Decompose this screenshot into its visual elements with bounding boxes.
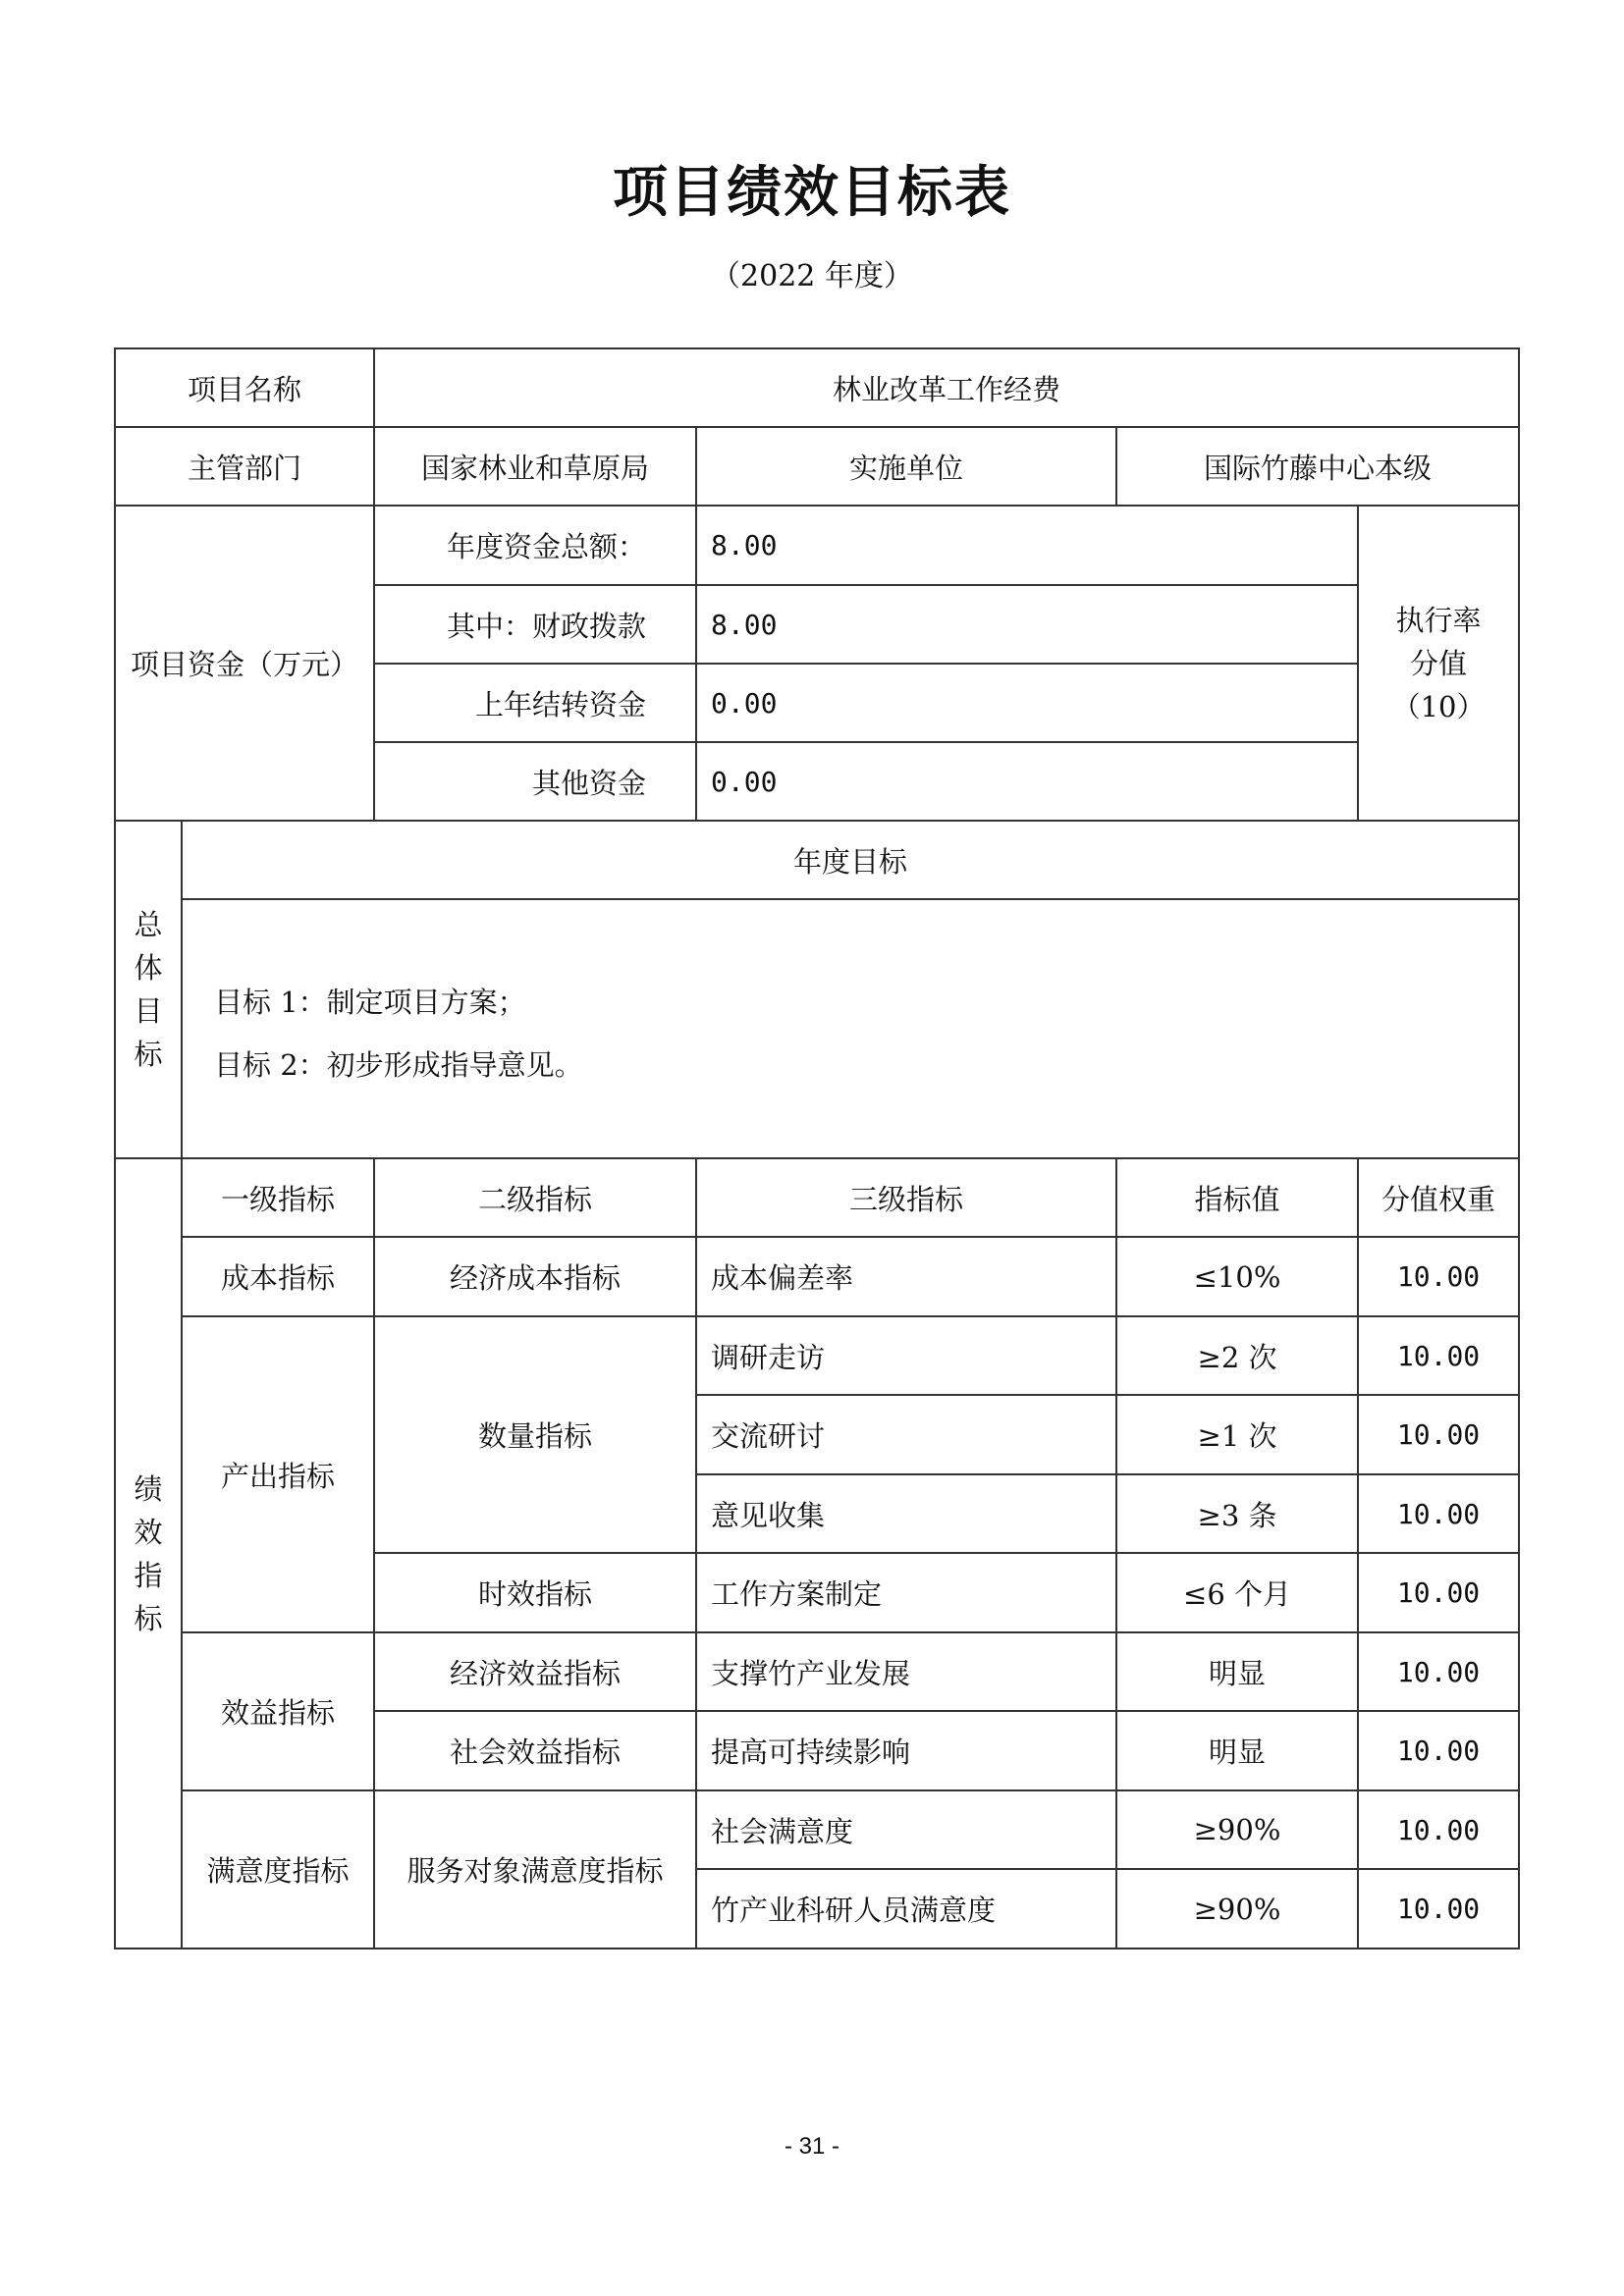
weight-cell: 10.00 — [1358, 1316, 1519, 1395]
value-cell: ≥1 次 — [1116, 1395, 1358, 1474]
level1-cell: 效益指标 — [182, 1632, 374, 1790]
page-number: - 31 - — [784, 2133, 839, 2160]
label-char: 绩 — [134, 1471, 163, 1506]
label-char: 体 — [134, 951, 163, 985]
value-cell: ≤6 个月 — [1116, 1553, 1358, 1632]
label-char: 目 — [134, 994, 163, 1028]
page-subtitle: （2022 年度） — [711, 259, 913, 294]
weight-cell: 10.00 — [1358, 1553, 1519, 1632]
level3-cell: 社会满意度 — [696, 1790, 1116, 1869]
project-name-label: 项目名称 — [115, 348, 374, 427]
weight-cell: 10.00 — [1358, 1632, 1519, 1711]
label-char: 标 — [134, 1601, 163, 1635]
dept-value: 国家林业和草原局 — [374, 427, 696, 506]
header-level3: 三级指标 — [696, 1158, 1116, 1237]
page-title: 项目绩效目标表 — [613, 161, 1011, 225]
value-cell: 明显 — [1116, 1632, 1358, 1711]
header-value: 指标值 — [1116, 1158, 1358, 1237]
funds-row-label: 其他资金 — [374, 742, 696, 821]
level1-cell: 成本指标 — [182, 1237, 374, 1316]
goal-item: 目标 1：制定项目方案； — [214, 986, 526, 1019]
level3-cell: 交流研讨 — [696, 1395, 1116, 1474]
dept-label: 主管部门 — [115, 427, 374, 506]
table-row — [115, 1790, 1519, 1869]
level3-cell: 支撑竹产业发展 — [696, 1632, 1116, 1711]
value-cell: ≥90% — [1116, 1790, 1358, 1869]
row-funds-total — [115, 506, 1519, 585]
unit-label: 实施单位 — [696, 427, 1116, 506]
perf-indicator-label — [115, 1158, 182, 1949]
table-row — [115, 1237, 1519, 1316]
annual-goal-header: 年度目标 — [182, 821, 1519, 899]
level3-cell: 成本偏差率 — [696, 1237, 1116, 1316]
value-cell: ≥3 条 — [1116, 1474, 1358, 1553]
weight-cell: 10.00 — [1358, 1790, 1519, 1869]
rate-line: 执行率 — [1395, 603, 1482, 637]
level2-cell: 数量指标 — [374, 1316, 696, 1553]
weight-cell: 10.00 — [1358, 1474, 1519, 1553]
level3-cell: 提高可持续影响 — [696, 1711, 1116, 1790]
value-cell: ≥90% — [1116, 1869, 1358, 1949]
value-cell: ≤10% — [1116, 1237, 1358, 1316]
header-level2: 二级指标 — [374, 1158, 696, 1237]
funds-row-value: 0.00 — [696, 742, 1358, 821]
level3-cell: 工作方案制定 — [696, 1553, 1116, 1632]
row-project-name — [115, 348, 1519, 427]
funds-row-label: 年度资金总额： — [374, 506, 696, 585]
label-char: 总 — [134, 908, 163, 941]
level2-cell: 经济成本指标 — [374, 1237, 696, 1316]
weight-cell: 10.00 — [1358, 1237, 1519, 1316]
value-cell: 明显 — [1116, 1711, 1358, 1790]
label-char: 指 — [134, 1558, 163, 1592]
header-level1: 一级指标 — [182, 1158, 374, 1237]
header-weight: 分值权重 — [1358, 1158, 1519, 1237]
funds-row-label: 上年结转资金 — [374, 664, 696, 742]
row-annual-goals — [115, 899, 1519, 1158]
level3-cell: 意见收集 — [696, 1474, 1116, 1553]
funds-row-value: 8.00 — [696, 585, 1358, 664]
level3-cell: 竹产业科研人员满意度 — [696, 1869, 1116, 1949]
level2-cell: 经济效益指标 — [374, 1632, 696, 1711]
label-char: 效 — [134, 1515, 163, 1549]
overall-goal-label — [115, 821, 182, 1158]
table-row — [115, 1632, 1519, 1711]
performance-table — [114, 347, 1520, 1949]
row-annual-goal-header — [115, 821, 1519, 899]
project-name-value: 林业改革工作经费 — [374, 348, 1519, 427]
row-department — [115, 427, 1519, 506]
weight-cell: 10.00 — [1358, 1711, 1519, 1790]
rate-line: 分值 — [1410, 646, 1468, 680]
weight-cell: 10.00 — [1358, 1395, 1519, 1474]
funds-row-value: 8.00 — [696, 506, 1358, 585]
annual-goals — [182, 899, 1519, 1158]
funds-row-label: 其中：财政拨款 — [374, 585, 696, 664]
funds-label: 项目资金（万元） — [115, 506, 374, 821]
level1-cell: 满意度指标 — [182, 1790, 374, 1949]
row-perf-headers — [115, 1158, 1519, 1237]
weight-cell: 10.00 — [1358, 1869, 1519, 1949]
funds-row-value: 0.00 — [696, 664, 1358, 742]
level2-cell: 时效指标 — [374, 1553, 696, 1632]
value-cell: ≥2 次 — [1116, 1316, 1358, 1395]
unit-value: 国际竹藤中心本级 — [1116, 427, 1519, 506]
execution-rate-score — [1358, 506, 1519, 821]
goal-item: 目标 2：初步形成指导意见。 — [214, 1048, 583, 1082]
level2-cell: 社会效益指标 — [374, 1711, 696, 1790]
level2-cell: 服务对象满意度指标 — [374, 1790, 696, 1949]
table-row — [115, 1316, 1519, 1395]
label-char: 标 — [134, 1038, 163, 1071]
rate-line: （10） — [1391, 689, 1486, 723]
level1-cell: 产出指标 — [182, 1316, 374, 1632]
level3-cell: 调研走访 — [696, 1316, 1116, 1395]
